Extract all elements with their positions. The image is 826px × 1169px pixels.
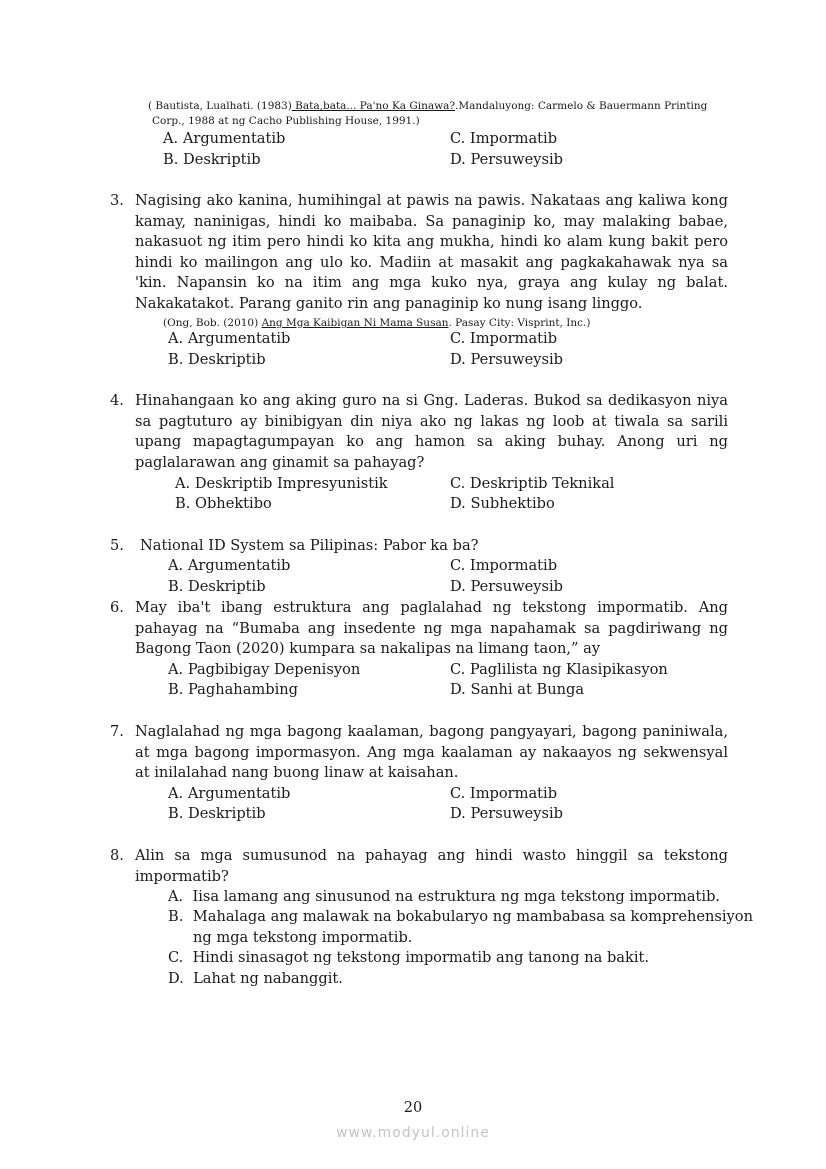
q7-option-b[interactable]: B. Deskriptib <box>168 805 266 822</box>
q8-option-a[interactable]: A. Iisa lamang ang sinusunod na estruktura ng mga tekstong impormatib. <box>168 888 721 905</box>
q7-option-a[interactable]: A. Argumentatib <box>168 785 291 802</box>
q4-option-d[interactable]: D. Subhektibo <box>450 495 555 512</box>
question-8 <box>110 846 728 887</box>
citation-title: Bata,bata... Pa'no Ka Ginawa? <box>291 100 456 112</box>
question-3 <box>110 191 728 315</box>
q3-option-c[interactable]: C. Impormatib <box>450 330 558 347</box>
q3-option-d[interactable]: D. Persuweysib <box>450 351 563 368</box>
q2-citation <box>148 99 738 129</box>
question-number: 4. <box>110 392 124 409</box>
q5-option-a[interactable]: A. Argumentatib <box>168 557 291 574</box>
q4-option-a[interactable]: A. Deskriptib Impresyunistik <box>175 475 388 492</box>
q3-option-b[interactable]: B. Deskriptib <box>168 351 266 368</box>
question-4 <box>110 391 728 473</box>
q8-option-c[interactable]: C. Hindi sinasagot ng tekstong impormatib ang tanong na bakit. <box>168 949 649 966</box>
q4-option-c[interactable]: C. Deskriptib Teknikal <box>450 475 615 492</box>
question-number: 6. <box>110 599 124 616</box>
page-number: 20 <box>403 1100 423 1116</box>
q8-option-b[interactable]: B. Mahalaga ang malawak na bokabularyo ng mambabasa sa komprehensiyon ng mga tekstong impormatib. <box>168 908 753 946</box>
citation-text: .Mandaluyong: Carmelo & Bauermann Printing <box>455 100 708 112</box>
citation-text: (Ong, Bob. (2010) <box>163 317 262 329</box>
q5-option-b[interactable]: B. Deskriptib <box>168 578 266 595</box>
question-7 <box>110 722 728 784</box>
q2-option-a[interactable]: A. Argumentatib <box>163 130 286 147</box>
q7-option-d[interactable]: D. Persuweysib <box>450 805 563 822</box>
q2-option-c[interactable]: C. Impormatib <box>450 130 558 147</box>
question-6 <box>110 598 728 660</box>
question-number: 3. <box>110 192 124 209</box>
citation-text: ( Bautista, Lualhati. (1983) <box>148 100 292 112</box>
q6-option-a[interactable]: A. Pagbibigay Depenisyon <box>168 661 361 678</box>
q4-option-b[interactable]: B. Obhektibo <box>175 495 272 512</box>
citation-text: Corp., 1988 at ng Cacho Publishing House, 1991.) <box>152 115 420 127</box>
q6-option-d[interactable]: D. Sanhi at Bunga <box>450 681 585 698</box>
q6-option-b[interactable]: B. Paghahambing <box>168 681 298 698</box>
q5-option-c[interactable]: C. Impormatib <box>450 557 558 574</box>
q2-option-d[interactable]: D. Persuweysib <box>450 151 563 168</box>
question-number: 8. <box>110 847 124 864</box>
question-text: Hinahangaan ko ang aking guro na si Gng. Laderas. Bukod sa dedikasyon niya sa pagtuturo ay binibigyan din niya ako ng lakas ng loob at tiwala sa sarili upang mapagtagumpayan ko ang hamon sa aking buhay. Anong uri ng paglalarawan ang ginamit sa pahayag? <box>135 392 728 471</box>
citation-text: . Pasay City: Visprint, Inc.) <box>448 317 591 329</box>
question-text: May iba't ibang estruktura ang paglalahad ng tekstong impormatib. Ang pahayag na “Bumaba ang insedente ng mga napahamak sa pagdiriwang ng Bagong Taon (2020) kumpara sa nakalipas na limang taon,” ay <box>135 599 728 658</box>
question-number: 5. <box>110 537 124 554</box>
citation-title: Ang Mga Kaibigan Ni Mama Susan <box>261 317 449 329</box>
question-text: Naglalahad ng mga bagong kaalaman, bagong pangyayari, bagong paniniwala, at mga bagong impormasyon. Ang mga kaalaman ay nakaayos ng sekwensyal at inilalahad nang buong linaw at kaisahan. <box>135 723 728 782</box>
q7-option-c[interactable]: C. Impormatib <box>450 785 558 802</box>
q3-option-a[interactable]: A. Argumentatib <box>168 330 291 347</box>
question-text: National ID System sa Pilipinas: Pabor ka ba? <box>140 537 479 554</box>
q8-option-d[interactable]: D. Lahat ng nabanggit. <box>168 970 343 987</box>
question-number: 7. <box>110 723 124 740</box>
watermark: www.modyul.online <box>336 1125 490 1141</box>
question-text: Alin sa mga sumusunod na pahayag ang hindi wasto hinggil sa tekstong impormatib? <box>135 847 728 885</box>
question-text: Nagising ako kanina, humihingal at pawis na pawis. Nakataas ang kaliwa kong kamay, naninigas, hindi ko maibaba. Sa panaginip ko, may malaking babae, nakasuot ng itim pero hindi ko kita ang mukha, hindi ko alam kung bakit pero hindi ko mailingon ang ulo ko. Madiin at masakit ang pagkakahawak nya sa 'kin. Napansin ko na itim ang mga kuko nya, graya ang kulay ng balat. Nakakatakot. Parang ganito rin ang panaginip ko nung isang linggo. <box>135 192 728 312</box>
question-5 <box>110 536 728 557</box>
q6-option-c[interactable]: C. Paglilista ng Klasipikasyon <box>450 661 668 678</box>
q5-option-d[interactable]: D. Persuweysib <box>450 578 563 595</box>
q2-option-b[interactable]: B. Deskriptib <box>163 151 261 168</box>
